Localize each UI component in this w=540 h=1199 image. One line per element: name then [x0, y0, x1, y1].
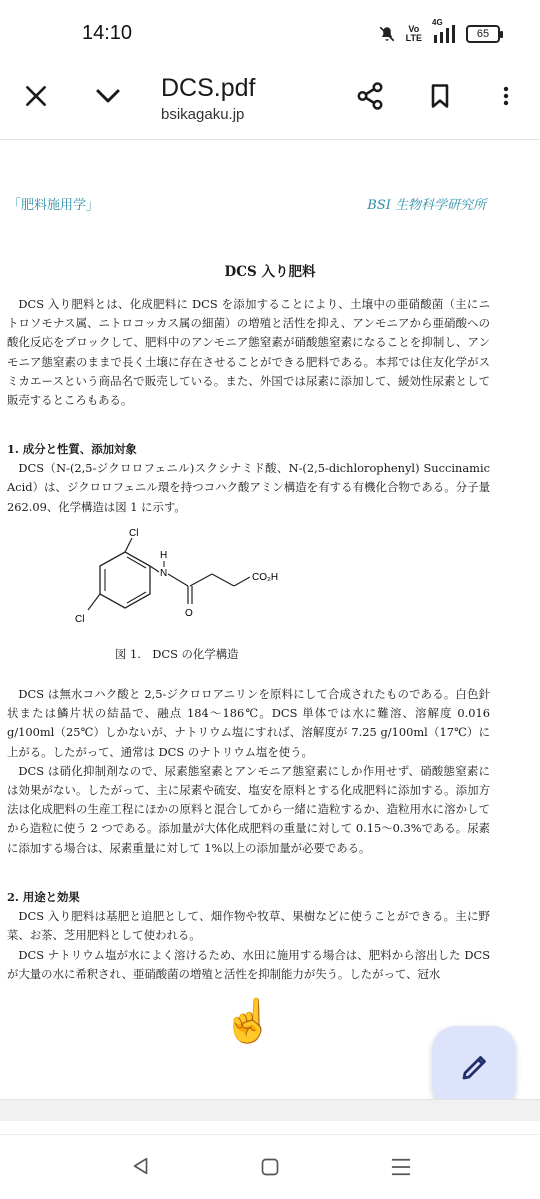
hydrogen-label: H: [160, 550, 168, 561]
bookmark-button[interactable]: [418, 74, 462, 118]
document-source-domain: bsikagaku.jp: [161, 106, 245, 123]
pdf-page[interactable]: [0, 141, 540, 1099]
signal-icon: [432, 18, 456, 43]
section-2-paragraph-2: DCS ナトリウム塩が水によく溶けるため、水田に施用する場合は、肥料から溶出した DCS が大量の水に希釈され、亜硝酸菌の増殖と活性を抑制能力が失う。したがって、冠水: [7, 947, 490, 981]
back-icon: [130, 1155, 152, 1177]
more-vert-icon: [494, 82, 518, 110]
section-1-title: 1. 成分と性質、添加対象: [7, 442, 137, 456]
share-button[interactable]: [348, 74, 392, 118]
cl-bottom-label: Cl: [75, 614, 85, 625]
section-1: [7, 440, 490, 517]
intro-paragraph: [7, 295, 490, 410]
nitrogen-label: N: [160, 568, 168, 579]
system-navigation-bar: [0, 1134, 540, 1199]
file-menu-dropdown-button[interactable]: [86, 74, 130, 118]
volte-bottom: LTE: [405, 33, 422, 43]
section-2-paragraph-1: DCS 入り肥料は基肥と追肥として、畑作物や牧草、果樹などに使うことができる。主に野菜、お茶、芝用肥料として使われる。: [7, 909, 490, 943]
document-heading: DCS 入り肥料: [224, 264, 316, 280]
pdf-viewer-toolbar: [0, 64, 540, 140]
intro-text: DCS 入り肥料とは、化成肥料に DCS を添加することにより、土壌中の亜硝酸菌（主にニトロソモナス属、ニトロコッカス属の細菌）の増殖と活性を抑え、アンモニアから亜硝酸への酸化反応をブロックして、肥料中のアンモニア態窒素が硝酸態窒素になることを抑制し、アンモニア態窒素のままで長く土壌に存在させることができる肥料である。本邦では住友化学がスミカエースという商品名で販売している。また、外国では尿素に添加して、緩効性尿素として販売するところもある。: [7, 297, 490, 408]
nav-back-button[interactable]: [130, 1155, 152, 1181]
battery-icon: [466, 25, 500, 43]
recents-icon: [390, 1157, 412, 1177]
dnd-bell-icon: [378, 25, 396, 43]
carboxyl-label: CO₂H: [252, 572, 279, 583]
cl-top-label: Cl: [129, 528, 139, 539]
network-type: 4G: [432, 18, 443, 27]
close-icon: [23, 83, 49, 109]
oxygen-label: O: [185, 608, 193, 619]
home-icon: [260, 1157, 280, 1177]
status-time: 14:10: [82, 22, 133, 44]
section-1-paragraph-3: DCS は硝化抑制剤なので、尿素態窒素とアンモニア態窒素にしか作用せず、硝酸態窒素には効果がない。したがって、主に尿素や硫安、塩安を原料とする化成肥料に添加する。添加方法は化成肥料の生産工程にほかの原料と混合してから一緒に造粒するか、造粒用水に溶かしてから造粒に使う 2 つである。添加量が大体化成肥料の重量に対して 0.15～0.3%である。尿素に添加する場合は、尿素重量に対して 1%以上の添加量が必要である。: [7, 763, 490, 855]
section-1-paragraph-1: DCS（N-(2,5-ジクロロフェニル)スクシナミド酸、N-(2,5-dichlorophenyl) Succinamic Acid）は、ジクロロフェニル環を持つコハク酸アミン構造を有する有機化合物である。分子量 262.09、化学構造は図 1 に示す。: [7, 461, 490, 514]
volte-top: Vo: [408, 24, 420, 34]
dcs-structure-figure: [70, 526, 300, 644]
nav-recents-button[interactable]: [390, 1157, 412, 1181]
status-icons: [378, 20, 500, 48]
section-1-paragraph-2: DCS は無水コハク酸と 2,5-ジクロロアニリンを原料にして合成されたものである。白色針状または鱗片状の結晶で、融点 184～186℃。DCS 単体では水に難溶、溶解度 0.016 g/100ml（25℃）しかないが、ナトリウム塩にすれば、溶解度が 7.25 g/100ml（17℃）に上がる。したがって、通常は DCS のナトリウム塩を使う。: [7, 687, 490, 759]
bookmark-icon: [426, 82, 454, 110]
page-header-left: 「肥料施用学」: [8, 198, 100, 213]
section-1-continued: [7, 685, 490, 858]
status-bar: [0, 0, 540, 64]
figure-caption: 図 1. DCS の化学構造: [115, 647, 239, 661]
share-icon: [355, 81, 385, 111]
section-2: [7, 888, 490, 984]
edit-fab-button[interactable]: [432, 1026, 516, 1110]
document-title: DCS.pdf: [161, 74, 256, 102]
section-2-title: 2. 用途と効果: [7, 890, 80, 904]
page-separator: [0, 1099, 540, 1121]
battery-level: 65: [476, 28, 490, 40]
pointing-hand-emoji: ☝️: [222, 996, 275, 1045]
pencil-icon: [459, 1053, 489, 1083]
chevron-down-icon: [93, 81, 123, 111]
volte-icon: [406, 25, 422, 43]
nav-home-button[interactable]: [260, 1157, 280, 1181]
page-header-right: BSI 生物科学研究所: [367, 198, 486, 213]
next-page-edge: [0, 1121, 540, 1131]
more-options-button[interactable]: [484, 74, 528, 118]
close-button[interactable]: [14, 74, 58, 118]
